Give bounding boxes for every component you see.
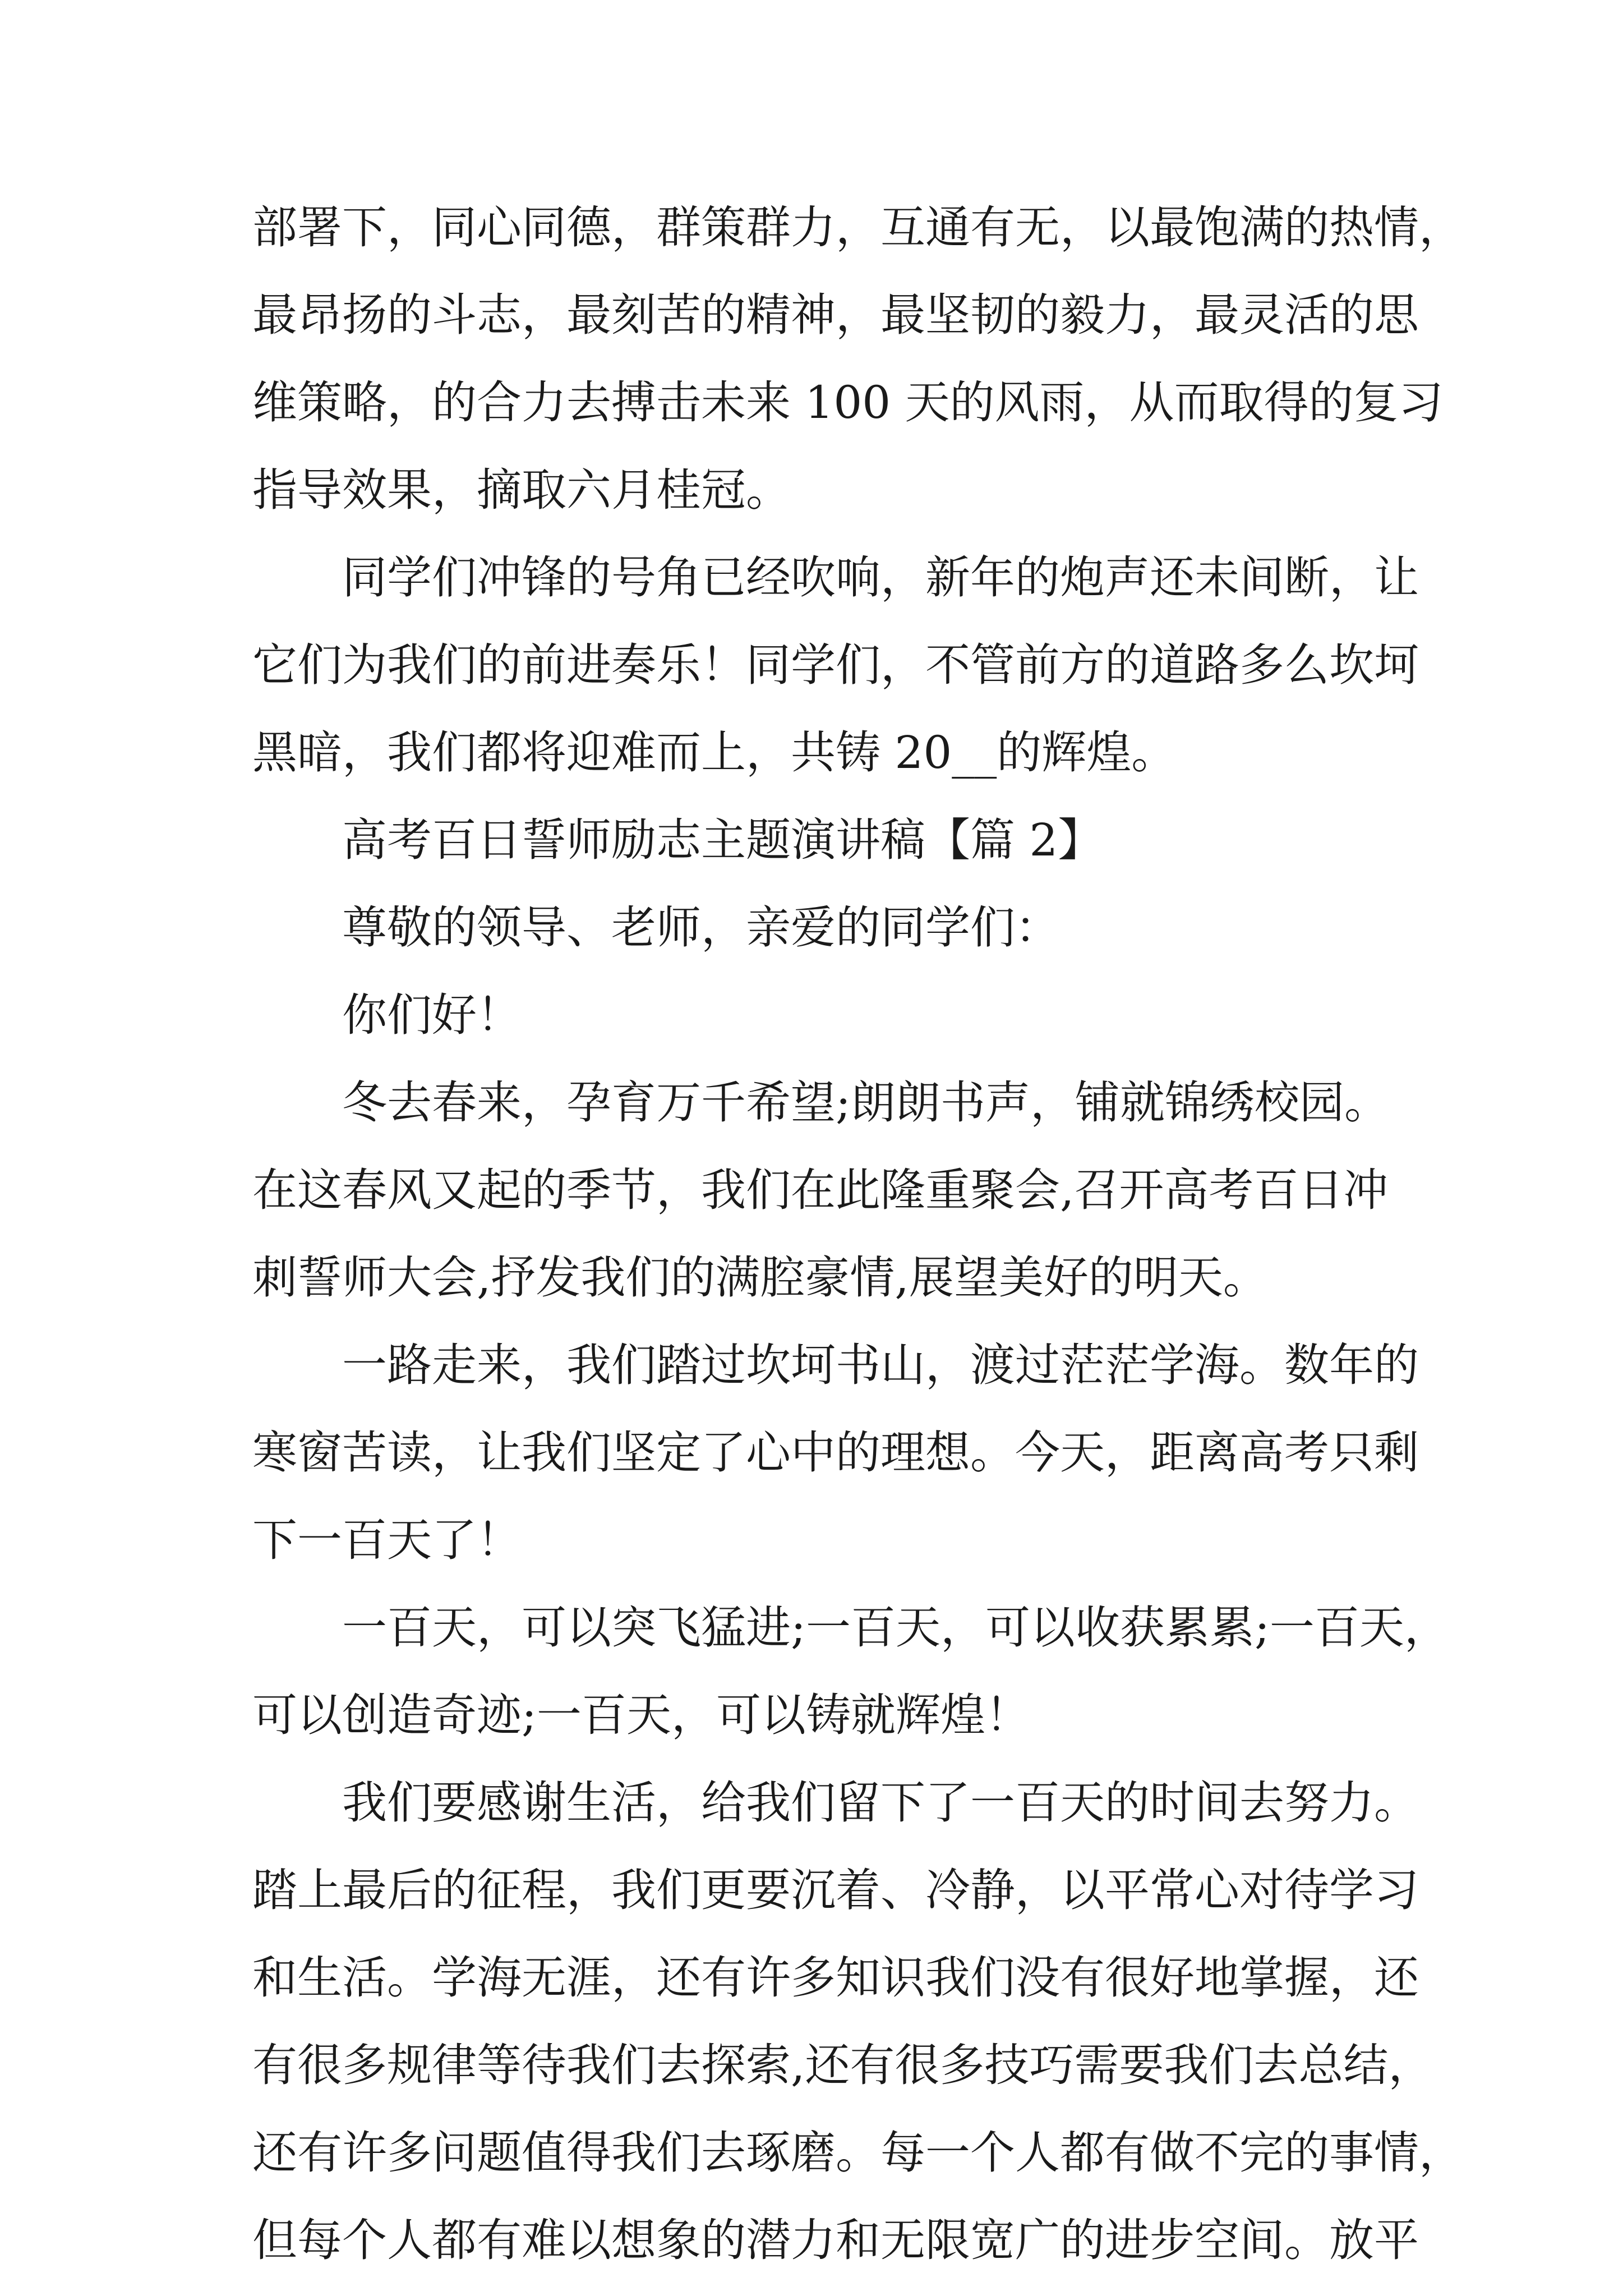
- text-line: 部署下，同心同德，群策群力，互通有无，以最饱满的热情，: [252, 201, 1464, 254]
- text-line: 最昂扬的斗志，最刻苦的精神，最坚韧的毅力，最灵活的思: [252, 289, 1419, 341]
- text-line: 同学们冲锋的号角已经吹响，新年的炮声还未间断，让: [252, 551, 1419, 604]
- text-line: 踏上最后的征程，我们更要沉着、冷静，以平常心对待学习: [252, 1864, 1419, 1916]
- text-line: 我们要感谢生活，给我们留下了一百天的时间去努力。: [252, 1777, 1419, 1829]
- text-line: 冬去春来，孕育万千希望;朗朗书声，铺就锦绣校园。: [252, 1076, 1389, 1129]
- text-line: 可以创造奇迹;一百天，可以铸就辉煌！: [252, 1689, 1030, 1741]
- text-line: 在这春风又起的季节，我们在此隆重聚会,召开高考百日冲: [252, 1164, 1389, 1216]
- section-heading: 高考百日誓师励志主题演讲稿【篇 2】: [252, 814, 1103, 866]
- text-line: 刺誓师大会,抒发我们的满腔豪情,展望美好的明天。: [252, 1251, 1268, 1304]
- text-line: 它们为我们的前进奏乐！同学们，不管前方的道路多么坎坷: [252, 639, 1419, 691]
- text-line: 还有许多问题值得我们去琢磨。每一个人都有做不完的事情，: [252, 2127, 1464, 2179]
- text-line: 但每个人都有难以想象的潜力和无限宽广的进步空间。放平: [252, 2214, 1419, 2266]
- salutation-line: 尊敬的领导、老师，亲爱的同学们：: [252, 901, 1060, 954]
- document-body: [252, 184, 1464, 2284]
- greeting-line: 你们好！: [252, 989, 522, 1041]
- text-line: 维策略，的合力去搏击未来 100 天的风雨，从而取得的复习: [252, 376, 1444, 429]
- text-line: 黑暗，我们都将迎难而上，共铸 20__的辉煌。: [252, 726, 1177, 779]
- text-line: 一百天，可以突飞猛进;一百天，可以收获累累;一百天，: [252, 1602, 1449, 1654]
- text-line: 和生活。学海无涯，还有许多知识我们没有很好地掌握，还: [252, 1952, 1419, 2004]
- text-line: 下一百天了！: [252, 1514, 522, 1566]
- text-line: 寒窗苦读，让我们坚定了心中的理想。今天，距离高考只剩: [252, 1427, 1419, 1479]
- text-line: 有很多规律等待我们去探索,还有很多技巧需要我们去总结，: [252, 2039, 1433, 2091]
- text-line: 一路走来，我们踏过坎坷书山，渡过茫茫学海。数年的: [252, 1339, 1419, 1391]
- text-line: 指导效果，摘取六月桂冠。: [252, 464, 791, 516]
